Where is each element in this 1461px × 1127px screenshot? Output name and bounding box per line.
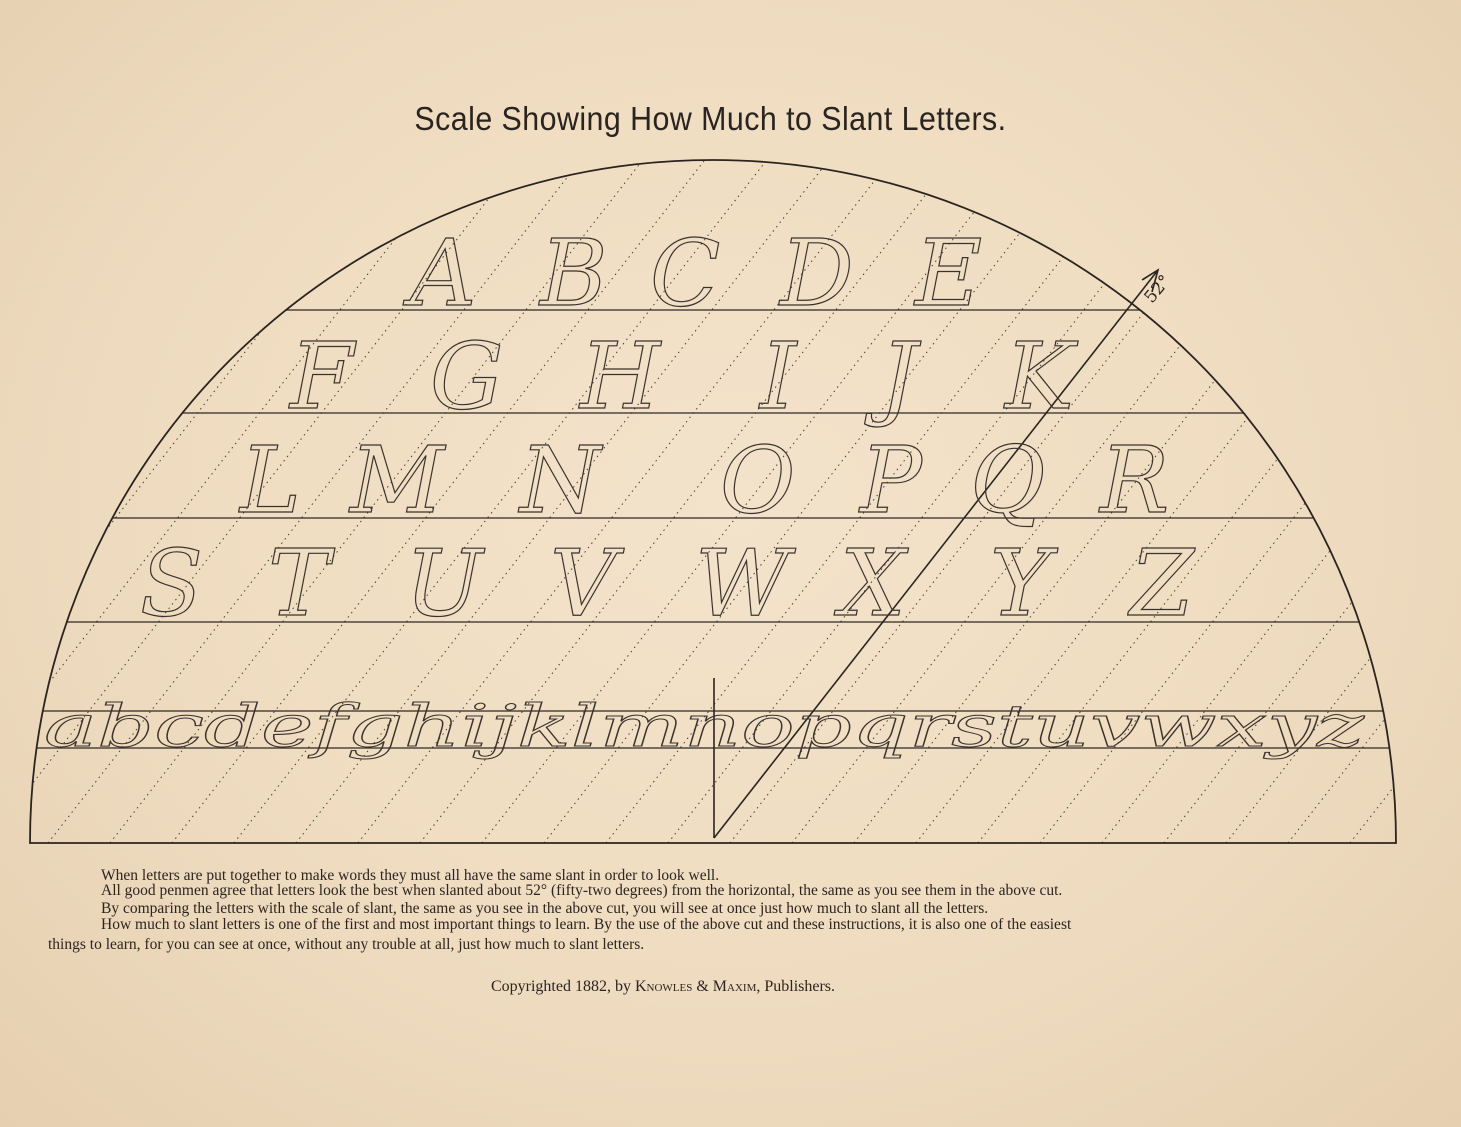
- capital-letter-f: F: [290, 323, 354, 430]
- capital-letter-o: O: [720, 427, 796, 534]
- capital-letter-x: X: [840, 530, 906, 637]
- capital-letter-m: M: [350, 427, 445, 534]
- capital-letter-s: S: [140, 530, 204, 637]
- capital-letter-b: B: [540, 220, 608, 327]
- capital-letter-c: C: [650, 220, 721, 327]
- capital-letter-d: D: [780, 220, 854, 327]
- capital-letters: [140, 220, 1196, 637]
- angle-label: 52°: [1140, 271, 1176, 308]
- capital-letter-k: K: [1005, 323, 1074, 430]
- capital-letter-h: H: [580, 323, 661, 430]
- capital-letter-l: L: [240, 427, 302, 534]
- paragraph-1: When letters are put together to make words they must all have the same slant in order to look well.: [101, 867, 720, 884]
- capital-letter-v: V: [550, 530, 617, 637]
- slant-guide-line: [1412, 143, 1461, 843]
- copyright-notice: [0, 978, 1326, 996]
- paragraph-3: By comparing the letters with the scale of slant, the same as you see in the above cut, you will see at once just how much to slant all the letters.: [101, 900, 989, 917]
- capital-letter-e: E: [915, 220, 983, 327]
- capital-letter-r: R: [1100, 427, 1170, 534]
- capital-letter-g: G: [430, 323, 504, 430]
- capital-letter-q: Q: [970, 427, 1046, 534]
- capital-letter-j: J: [880, 323, 917, 430]
- page-title: Scale Showing How Much to Slant Letters.: [414, 100, 1007, 137]
- copyright-prefix: Copyrighted 1882, by: [490, 978, 631, 995]
- capital-letter-n: N: [520, 427, 601, 534]
- copyright-suffix: , Publishers.: [756, 978, 836, 995]
- capital-letter-a: A: [410, 220, 477, 327]
- capital-letter-t: T: [268, 530, 330, 637]
- capital-letter-z: Z: [1130, 530, 1194, 637]
- capital-letter-u: U: [405, 530, 483, 637]
- paragraph-4: How much to slant letters is one of the first and most important things to learn. By the use of the above cut and these instructions, it is also one of the easiest: [101, 916, 1072, 933]
- capital-letter-y: Y: [990, 530, 1051, 637]
- capital-letter-w: W: [695, 530, 790, 637]
- paragraph-5: things to learn, for you can see at once, without any trouble at all, just how much to slant letters.: [48, 936, 645, 953]
- paragraph-2: All good penmen agree that letters look the best when slanted about 52° (fifty-two degrees) from the horizontal, the same as you see them in the above cut.: [101, 882, 1063, 899]
- capital-letter-i: I: [760, 323, 797, 430]
- lowercase-alphabet: abcdefghijklmnopqrstuvwxyz: [44, 692, 1365, 760]
- capital-letter-p: P: [860, 427, 922, 534]
- slant-guide-line: [1350, 143, 1461, 843]
- publisher-name: Knowles & Maxim: [634, 978, 757, 995]
